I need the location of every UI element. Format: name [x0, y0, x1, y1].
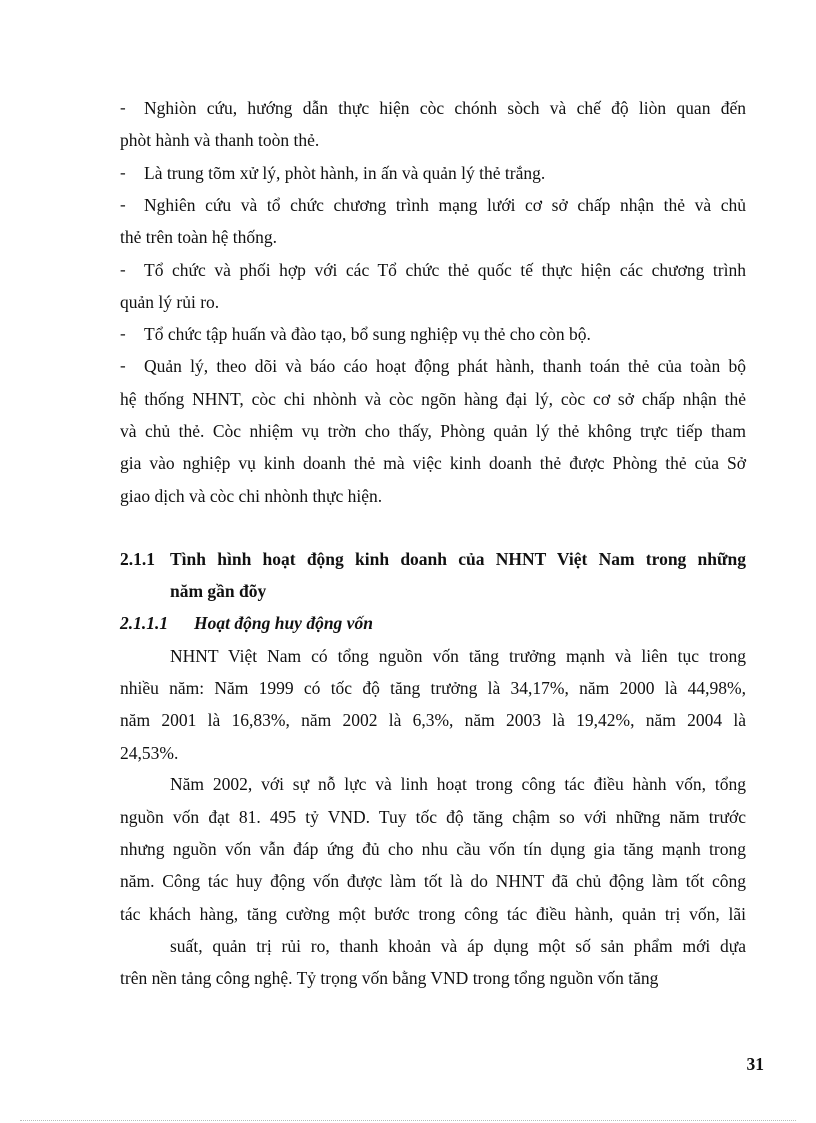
subsection-number: 2.1.1.1: [120, 613, 169, 633]
paragraph-line: năm. Công tác huy động vốn được làm tốt là do NHNT đã chủ động làm tốt công: [120, 871, 746, 891]
paragraph-line: nhưng nguồn vốn vẫn đáp ứng đủ cho nhu cầu vốn tín dụng gia tăng mạnh trong: [120, 839, 746, 859]
bullet-text-line: Tổ chức và phối hợp với các Tổ chức thẻ quốc tế thực hiện các chương trình: [144, 260, 746, 280]
bullet-marker: -: [120, 98, 126, 117]
paragraph-line: 24,53%.: [120, 743, 179, 763]
paragraph-line: NHNT Việt Nam có tổng nguồn vốn tăng trưởng mạnh và liên tục trong: [170, 646, 746, 666]
paragraph-line: Năm 2002, với sự nỗ lực và linh hoạt trong công tác điều hành vốn, tổng: [170, 774, 746, 794]
bullet-text-line: Quản lý, theo dõi và báo cáo hoạt động phát hành, thanh toán thẻ của toàn bộ: [144, 356, 746, 376]
paragraph-line: nguồn vốn đạt 81. 495 tỷ VND. Tuy tốc độ tăng chậm so với những năm trước: [120, 807, 746, 827]
section-title-line: Tình hình hoạt động kinh doanh của NHNT Việt Nam trong những: [170, 549, 746, 569]
section-title-line: năm gần đõy: [170, 581, 267, 601]
subsection-title: Hoạt động huy động vốn: [194, 613, 373, 633]
page-number: 31: [746, 1054, 764, 1074]
bullet-marker: -: [120, 195, 126, 214]
bullet-text-line: thẻ trên toàn hệ thống.: [120, 227, 277, 247]
paragraph-line: trên nền tảng công nghệ. Tỷ trọng vốn bằng VND trong tổng nguồn vốn tăng: [120, 968, 659, 988]
bullet-text-line: hệ thống NHNT, còc chi nhònh và còc ngõn hàng đại lý, còc cơ sở chấp nhận thẻ: [120, 389, 746, 409]
bullet-text-line: gia vào nghiệp vụ kinh doanh thẻ mà việc kinh doanh thẻ được Phòng thẻ của Sở: [120, 453, 746, 473]
paragraph-line: suất, quản trị rủi ro, thanh khoản và áp dụng một số sản phẩm mới dựa: [170, 936, 746, 956]
bullet-text-line: giao dịch và còc chi nhònh thực hiện.: [120, 486, 383, 506]
bullet-marker: -: [120, 260, 126, 279]
bullet-text-line: quản lý rủi ro.: [120, 292, 220, 312]
bullet-text-line: Nghiòn cứu, hướng dẫn thực hiện còc chónh sòch và chế độ liòn quan đến: [144, 98, 746, 118]
section-number: 2.1.1: [120, 549, 155, 569]
bullet-marker: -: [120, 324, 126, 343]
bullet-text-line: và chủ thẻ. Còc nhiệm vụ trờn cho thấy, Phòng quản lý thẻ không trực tiếp tham: [120, 421, 746, 441]
paragraph-line: năm 2001 là 16,83%, năm 2002 là 6,3%, năm 2003 là 19,42%, năm 2004 là: [120, 710, 746, 730]
paragraph-line: nhiều năm: Năm 1999 có tốc độ tăng trưởng là 34,17%, năm 2000 là 44,98%,: [120, 678, 746, 698]
bullet-marker: -: [120, 356, 126, 375]
bullet-text-line: Là trung tõm xử lý, phòt hành, in ấn và quản lý thẻ trắng.: [144, 163, 546, 183]
bullet-text-line: Tổ chức tập huấn và đào tạo, bổ sung nghiệp vụ thẻ cho còn bộ.: [144, 324, 591, 344]
bullet-marker: -: [120, 163, 126, 182]
footer-divider: [20, 1120, 796, 1121]
paragraph-line: tác khách hàng, tăng cường một bước trong công tác điều hành, quản trị vốn, lãi: [120, 904, 746, 924]
bullet-text-line: Nghiên cứu và tổ chức chương trình mạng lưới cơ sở chấp nhận thẻ và chủ: [144, 195, 746, 215]
bullet-text-line: phòt hành và thanh toòn thẻ.: [120, 130, 320, 150]
